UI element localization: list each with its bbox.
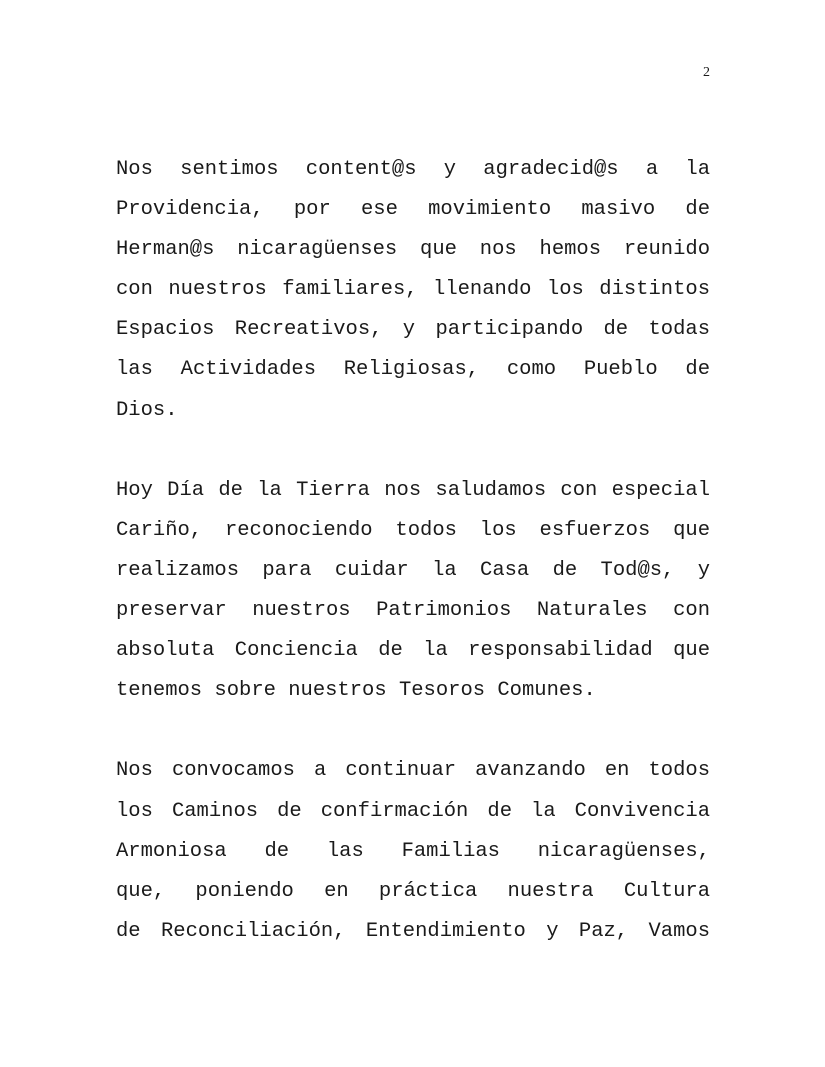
text-line: que, poniendo en práctica nuestra Cultura (116, 879, 710, 903)
paragraph-spacer (116, 431, 710, 471)
text-line: con nuestros familiares, llenando los distintos (116, 278, 710, 302)
paragraph-spacer (116, 711, 710, 751)
paragraph-2 (116, 471, 710, 712)
text-line: Armoniosa de las Familias nicaragüenses, (116, 839, 710, 863)
text-line: realizamos para cuidar la Casa de Tod@s, y (116, 558, 710, 582)
text-line: Herman@s nicaragüenses que nos hemos reunido (116, 238, 710, 262)
text-line: absoluta Conciencia de la responsabilidad que (116, 639, 710, 663)
text-line: los Caminos de confirmación de la Convivencia (116, 799, 710, 823)
text-line: Providencia, por ese movimiento masivo de (116, 198, 710, 222)
paragraph-1 (116, 150, 710, 431)
text-line: Espacios Recreativos, y participando de todas (116, 318, 710, 342)
text-line: preservar nuestros Patrimonios Naturales con (116, 599, 710, 623)
text-line: Nos convocamos a continuar avanzando en todos (116, 759, 710, 783)
text-line: Nos sentimos content@s y agradecid@s a la (116, 158, 710, 181)
text-line: Cariño, reconociendo todos los esfuerzos que (116, 518, 710, 542)
text-line: tenemos sobre nuestros Tesoros Comunes. (116, 679, 596, 703)
text-line: de Reconciliación, Entendimiento y Paz, Vamos (116, 919, 710, 943)
text-line: las Actividades Religiosas, como Pueblo de (116, 358, 710, 382)
text-line: Hoy Día de la Tierra nos saludamos con especial (116, 478, 710, 502)
paragraph-3 (116, 751, 710, 951)
document-body (116, 150, 710, 952)
text-line: Dios. (116, 398, 178, 422)
page-number: 2 (703, 65, 710, 80)
